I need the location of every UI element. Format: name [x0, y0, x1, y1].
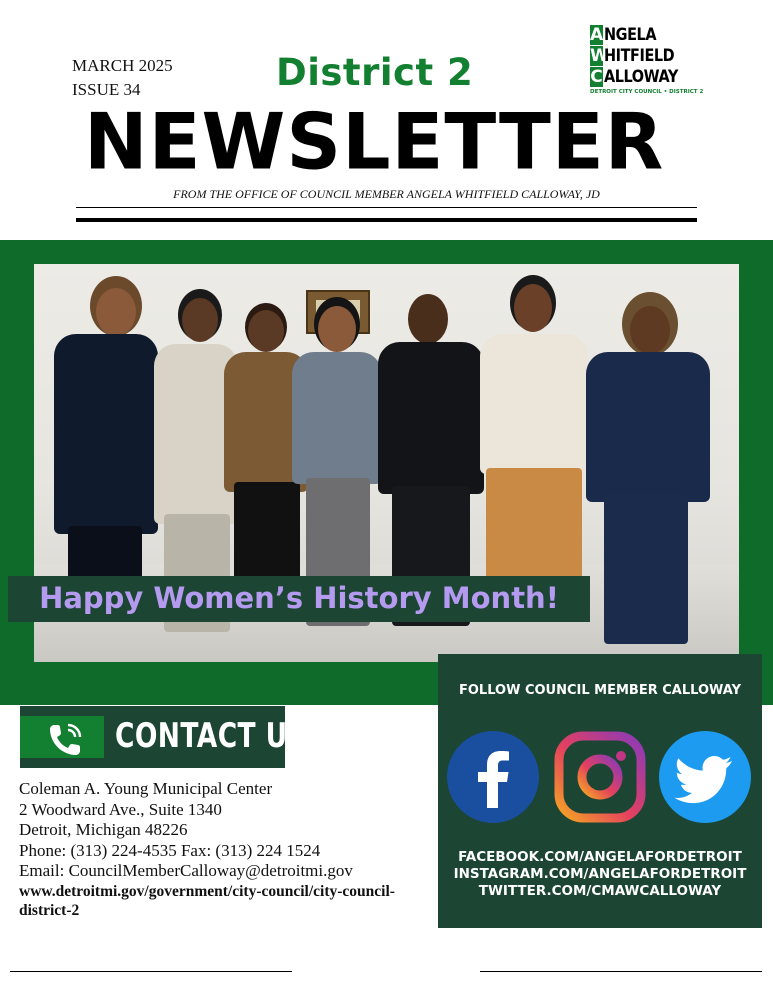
banner-text: Happy Women’s History Month! [39, 581, 559, 615]
facebook-link[interactable]: FACEBOOK.COM/ANGELAFORDETROIT [458, 849, 742, 865]
twitter-icon[interactable] [658, 730, 752, 824]
logo-initial-a: A [590, 25, 604, 45]
phone-fax: Phone: (313) 224-4535 Fax: (313) 224 1524 [19, 840, 321, 860]
header-divider-thick [76, 218, 697, 222]
newsletter-subtitle: FROM THE OFFICE OF COUNCIL MEMBER ANGELA WHITFIELD CALLOWAY, JD [173, 187, 600, 201]
follow-box [438, 654, 762, 928]
logo-row-calloway [590, 67, 691, 87]
district-title: District 2 [276, 51, 474, 94]
logo-initial-c: C [590, 67, 603, 87]
issue-number: ISSUE 34 [72, 80, 141, 99]
logo-row-angela [590, 25, 665, 45]
website-link[interactable]: www.detroitmi.gov/government/city-council/city-council-district-2 [19, 883, 395, 919]
logo-tagline: DETROIT CITY COUNCIL • DISTRICT 2 [590, 89, 704, 95]
twitter-link[interactable]: TWITTER.COM/CMAWCALLOWAY [478, 883, 722, 899]
address-line-3: Detroit, Michigan 48226 [19, 820, 188, 839]
logo-initial-w: W [590, 46, 609, 66]
address-line-1: Coleman A. Young Municipal Center [19, 779, 273, 798]
footer-rule-left [10, 971, 292, 972]
contact-heading: CONTACT US [115, 716, 308, 756]
address-line-2: 2 Woodward Ave., Suite 1340 [19, 799, 222, 819]
contact-header [20, 706, 308, 768]
header-divider-thin [76, 207, 697, 208]
instagram-link[interactable]: INSTAGRAM.COM/ANGELAFORDETROIT [453, 866, 747, 882]
facebook-icon[interactable] [446, 730, 540, 824]
issue-date: MARCH 2025 [72, 56, 173, 75]
newsletter-title: NEWSLETTER [84, 96, 665, 187]
email-address[interactable]: Email: CouncilMemberCalloway@detroitmi.gov [19, 861, 353, 880]
contact-details [19, 779, 353, 882]
logo-word-whitfield: HITFIELD [604, 46, 675, 66]
phone-icon [20, 716, 104, 758]
logo-word-angela: NGELA [604, 25, 657, 45]
logo-row-whitfield [590, 46, 687, 66]
instagram-icon[interactable] [553, 730, 647, 824]
footer-rule-right [480, 971, 762, 972]
logo-word-calloway: ALLOWAY [604, 67, 678, 87]
womens-history-banner [8, 576, 590, 622]
follow-heading: FOLLOW COUNCIL MEMBER CALLOWAY [459, 683, 741, 698]
social-links [438, 849, 762, 900]
awc-logo [590, 25, 702, 97]
